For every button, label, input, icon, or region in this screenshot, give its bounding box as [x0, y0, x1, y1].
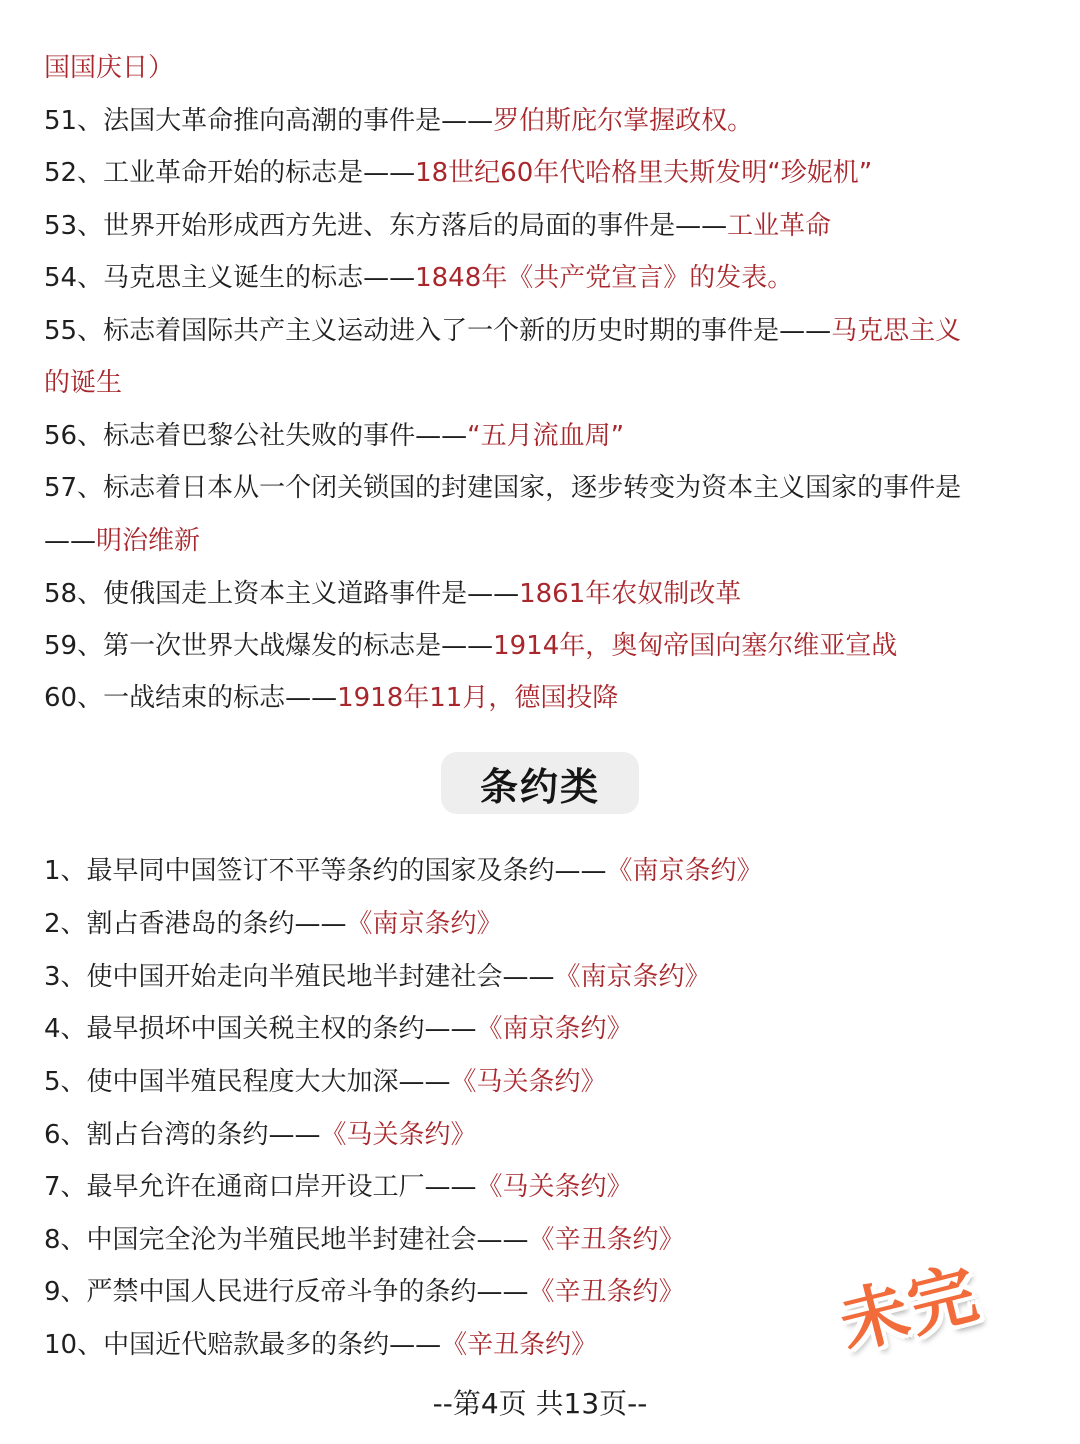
answer-text: 《辛丑条约》: [528, 1277, 685, 1307]
unfinished-stamp: 未完: [831, 1253, 987, 1365]
answer-text: 1848年《共产党宣言》的发表。: [415, 263, 794, 293]
event-item-54: [44, 258, 793, 298]
answer-text: 《马关条约》: [450, 1067, 607, 1097]
question-text: 53、世界开始形成西方先进、东方落后的局面的事件是——: [44, 211, 728, 241]
answer-text: 《南京条约》: [554, 962, 711, 992]
answer-text: 马克思主义: [831, 316, 962, 346]
event-item-57-continued: [44, 521, 200, 561]
answer-text: 《南京条约》: [476, 1014, 633, 1044]
question-text: 51、法国大革命推向高潮的事件是——: [44, 106, 494, 136]
answer-text: “五月流血周”: [467, 421, 625, 451]
question-text: 1、最早同中国签订不平等条约的国家及条约——: [44, 856, 607, 886]
event-item-52: [44, 153, 872, 193]
question-text: 7、最早允许在通商口岸开设工厂——: [44, 1172, 477, 1202]
answer-text: 《南京条约》: [606, 856, 763, 886]
answer-text: 《马关条约》: [476, 1172, 633, 1202]
question-text: 60、一战结束的标志——: [44, 683, 338, 713]
answer-text: 1918年11月，德国投降: [337, 683, 619, 713]
event-item-58: [44, 574, 741, 614]
question-text: 56、标志着巴黎公社失败的事件——: [44, 421, 468, 451]
treaty-item-1: [44, 851, 763, 891]
answer-text: 1861年农奴制改革: [519, 579, 742, 609]
question-text: 55、标志着国际共产主义运动进入了一个新的历史时期的事件是——: [44, 316, 832, 346]
treaty-item-5: [44, 1062, 607, 1102]
answer-text: 明治维新: [96, 526, 201, 556]
treaty-item-2: [44, 904, 503, 944]
answer-text: 1914年，奥匈帝国向塞尔维亚宣战: [493, 631, 898, 661]
question-text: 4、最早损坏中国关税主权的条约——: [44, 1014, 477, 1044]
question-text: 58、使俄国走上资本主义道路事件是——: [44, 579, 520, 609]
answer-text: 《辛丑条约》: [441, 1330, 598, 1360]
event-item-51: [44, 101, 753, 141]
answer-text: 《南京条约》: [346, 909, 503, 939]
event-item-53: [44, 206, 831, 246]
question-text: ——: [44, 526, 96, 556]
answer-text: 18世纪60年代哈格里夫斯发明“珍妮机”: [415, 158, 873, 188]
question-text: 5、使中国半殖民程度大大加深——: [44, 1067, 451, 1097]
question-text: 59、第一次世界大战爆发的标志是——: [44, 631, 494, 661]
page-footer: --第4页 共13页--: [432, 1387, 648, 1420]
answer-text: 罗伯斯庇尔掌握政权。: [493, 106, 754, 136]
event-item-56: [44, 416, 624, 456]
answer-text: 《辛丑条约》: [528, 1225, 685, 1255]
event-item-55-continued: 的诞生: [44, 368, 123, 398]
section-title-treaties: 条约类: [441, 752, 639, 814]
answer-text: 《马关条约》: [320, 1120, 477, 1150]
treaty-item-6: [44, 1115, 477, 1155]
treaty-item-7: [44, 1167, 633, 1207]
question-text: 57、标志着日本从一个闭关锁国的封建国家，逐步转变为资本主义国家的事件是: [44, 473, 962, 503]
question-text: 54、马克思主义诞生的标志——: [44, 263, 416, 293]
event-item-59: [44, 626, 897, 666]
event-item-60: [44, 678, 618, 718]
question-text: 2、割占香港岛的条约——: [44, 909, 347, 939]
treaty-item-3: [44, 957, 711, 997]
question-text: 52、工业革命开始的标志是——: [44, 158, 416, 188]
event-item-57: [44, 468, 961, 508]
question-text: 3、使中国开始走向半殖民地半封建社会——: [44, 962, 555, 992]
treaty-item-10: [44, 1325, 597, 1365]
answer-text: 工业革命: [727, 211, 832, 241]
question-text: 10、中国近代赔款最多的条约——: [44, 1330, 442, 1360]
treaty-item-4: [44, 1009, 633, 1049]
treaty-item-9: [44, 1272, 685, 1312]
question-text: 6、割占台湾的条约——: [44, 1120, 321, 1150]
event-item-55: [44, 311, 961, 351]
treaty-item-8: [44, 1220, 685, 1260]
continued-answer-fragment: 国国庆日）: [44, 53, 175, 83]
question-text: 8、中国完全沦为半殖民地半封建社会——: [44, 1225, 529, 1255]
question-text: 9、严禁中国人民进行反帝斗争的条约——: [44, 1277, 529, 1307]
